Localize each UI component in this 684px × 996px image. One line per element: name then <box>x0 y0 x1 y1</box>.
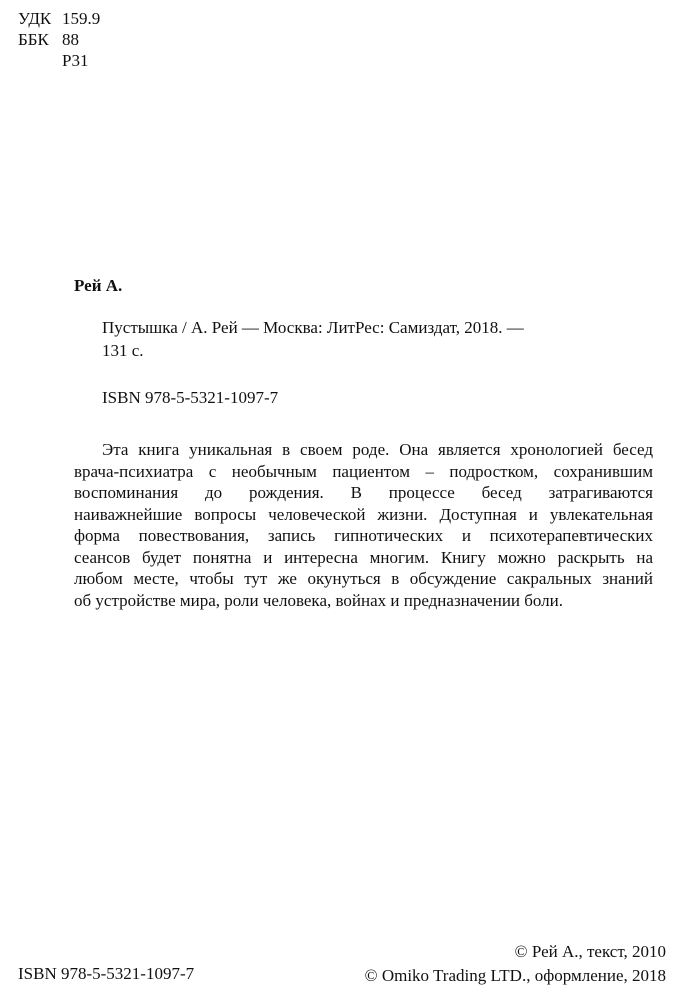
annotation-line: наиважнейшие вопросы человеческой жизни. Доступная и увлекательная <box>74 504 653 524</box>
footer-isbn: ISBN 978-5-5321-1097-7 <box>18 964 195 983</box>
annotation-line: Эта книга уникальная в своем роде. Она является хронологией бесед <box>102 440 653 459</box>
bbk-row <box>18 29 100 50</box>
author-mark: Р31 <box>62 51 89 70</box>
udk-value: 159.9 <box>62 9 101 28</box>
bibliographic-line-1: Пустышка / А. Рей — Москва: ЛитРес: Самиздат, 2018. — <box>102 318 524 337</box>
bbk-label: ББК <box>18 30 49 49</box>
annotation-line: форма повествования, запись гипнотических и психотерапевтических <box>74 526 653 545</box>
annotation-line: любом месте, чтобы тут же окунуться в обсуждение сакральных знаний <box>74 569 653 588</box>
isbn: ISBN 978-5-5321-1097-7 <box>102 388 279 407</box>
classification-block <box>18 8 100 71</box>
copyright-text: © Рей А., текст, 2010 <box>514 942 666 961</box>
author-mark-row <box>18 50 100 71</box>
bibliographic-description <box>102 316 524 362</box>
author-heading: Рей А. <box>74 276 123 295</box>
udk-row <box>18 8 100 29</box>
copyright-block <box>365 940 666 988</box>
annotation <box>74 439 653 611</box>
bbk-value: 88 <box>62 30 79 49</box>
copyright-design: © Omiko Trading LTD., оформление, 2018 <box>364 966 666 985</box>
udk-label: УДК <box>18 9 52 28</box>
annotation-line: врача-психиатра с необычным пациентом – подростком, сохранившим <box>74 461 653 481</box>
bibliographic-line-2: 131 с. <box>102 341 144 360</box>
annotation-line: сеансов будет понятна и интересна многим. Книгу можно раскрыть на <box>74 547 653 567</box>
annotation-line: об устройстве мира, роли человека, войнах и предназначении боли. <box>74 590 564 610</box>
annotation-line: воспоминания до рождения. В процессе бесед затрагиваются <box>74 483 653 502</box>
